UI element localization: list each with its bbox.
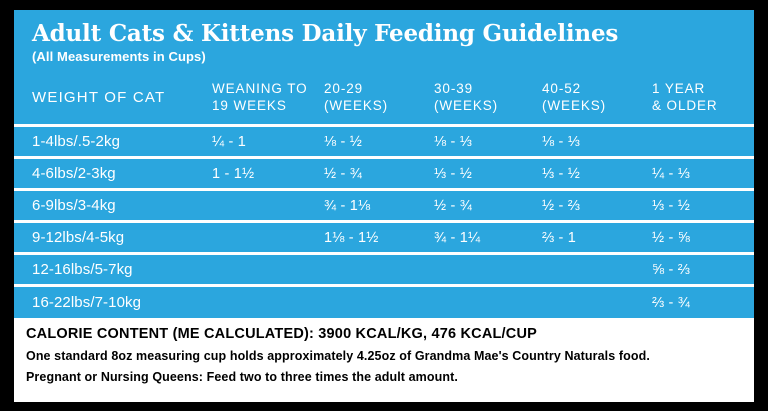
cell-weaning: 1 - 1½ <box>212 165 255 182</box>
cell-weaning <box>212 254 324 286</box>
column-header-weaning-line2: 19 WEEKS <box>212 98 287 114</box>
column-header-20-29-line1: 20-29 <box>324 81 364 97</box>
cell-30-39: ⅓ - ½ <box>434 165 473 182</box>
page-title: Adult Cats & Kittens Daily Feeding Guidelines <box>32 20 619 47</box>
cell-30-39 <box>434 254 542 286</box>
cell-weight: 16-22lbs/7-10kg <box>32 294 142 312</box>
cell-20-29: 1⅛ - 1½ <box>324 229 379 246</box>
card-header <box>14 10 754 72</box>
column-header-1-year-older <box>652 72 754 126</box>
column-header-weaning-line1: WEANING TO <box>212 81 308 97</box>
column-header-30-39-line1: 30-39 <box>434 81 474 97</box>
column-header-20-29-line2: (WEEKS) <box>324 98 389 114</box>
cell-20-29: ½ - ¾ <box>324 165 363 182</box>
column-header-1-year-older-line1: 1 YEAR <box>652 81 706 97</box>
card-footer <box>14 318 754 387</box>
table-row <box>14 126 754 158</box>
column-header-weaning <box>212 72 324 126</box>
cell-weaning <box>212 286 324 318</box>
measuring-cup-note: One standard 8oz measuring cup holds approximately 4.25oz of Grandma Mae's Country Naturals food. <box>26 349 650 364</box>
table-row <box>14 286 754 318</box>
table-row <box>14 254 754 286</box>
cell-weight: 4-6lbs/2-3kg <box>32 165 116 183</box>
column-header-30-39-line2: (WEEKS) <box>434 98 499 114</box>
column-header-weight <box>14 72 212 126</box>
cell-40-52 <box>542 254 652 286</box>
column-header-40-52-line2: (WEEKS) <box>542 98 607 114</box>
table-header-row <box>14 72 754 126</box>
table-header-row-group <box>14 72 754 126</box>
cell-20-29 <box>324 254 434 286</box>
cell-30-39: ⅛ - ⅓ <box>434 133 473 150</box>
page-subtitle: (All Measurements in Cups) <box>32 49 206 65</box>
table-row <box>14 222 754 254</box>
cell-30-39: ½ - ¾ <box>434 197 473 214</box>
cell-1-year-older: ⅓ - ½ <box>652 197 691 214</box>
column-header-30-39 <box>434 72 542 126</box>
cell-weight: 9-12lbs/4-5kg <box>32 229 125 247</box>
cell-40-52: ⅓ - ½ <box>542 165 581 182</box>
table-body <box>14 126 754 318</box>
calorie-content-text: CALORIE CONTENT (ME CALCULATED): 3900 KCAL/KG, 476 KCAL/CUP <box>26 325 538 342</box>
cell-40-52: ⅛ - ⅓ <box>542 133 581 150</box>
cell-30-39: ¾ - 1¼ <box>434 229 481 246</box>
cell-40-52: ½ - ⅔ <box>542 197 581 214</box>
column-header-1-year-older-line2: & OLDER <box>652 98 718 114</box>
cell-40-52 <box>542 286 652 318</box>
cell-weight: 6-9lbs/3-4kg <box>32 197 116 215</box>
cell-20-29: ⅛ - ½ <box>324 133 363 150</box>
column-header-40-52-line1: 40-52 <box>542 81 582 97</box>
column-header-20-29 <box>324 72 434 126</box>
feeding-table <box>14 72 754 318</box>
pregnant-nursing-note: Pregnant or Nursing Queens: Feed two to three times the adult amount. <box>26 370 458 385</box>
cell-1-year-older: ¼ - ⅓ <box>652 165 691 182</box>
column-header-40-52 <box>542 72 652 126</box>
feeding-guidelines-card <box>14 10 754 402</box>
cell-1-year-older <box>652 126 754 158</box>
cell-weaning <box>212 190 324 222</box>
cell-weight: 1-4lbs/.5-2kg <box>32 133 121 151</box>
column-header-weight-line1: WEIGHT OF CAT <box>32 88 166 106</box>
cell-1-year-older: ⅝ - ⅔ <box>652 261 691 278</box>
table-row <box>14 158 754 190</box>
cell-weaning <box>212 222 324 254</box>
cell-1-year-older: ⅔ - ¾ <box>652 294 691 311</box>
cell-20-29: ¾ - 1⅛ <box>324 197 371 214</box>
cell-weight: 12-16lbs/5-7kg <box>32 261 133 279</box>
cell-weaning: ¼ - 1 <box>212 133 247 150</box>
cell-30-39 <box>434 286 542 318</box>
cell-40-52: ⅔ - 1 <box>542 229 577 246</box>
cell-1-year-older: ½ - ⅝ <box>652 229 691 246</box>
table-row <box>14 190 754 222</box>
cell-20-29 <box>324 286 434 318</box>
